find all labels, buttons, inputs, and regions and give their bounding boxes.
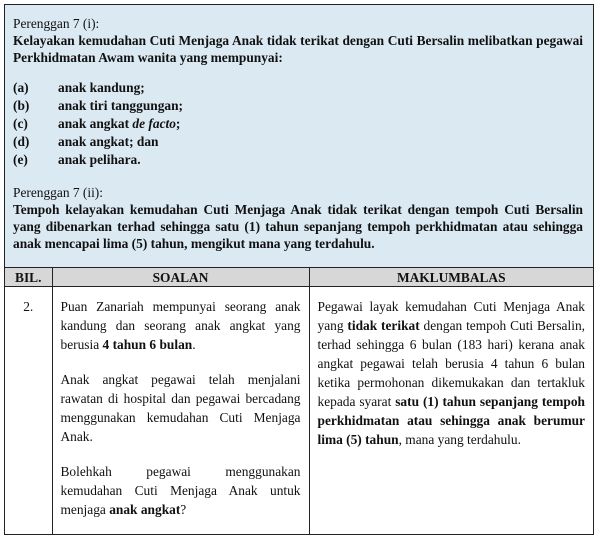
table-row — [5, 287, 593, 536]
para2-text: Tempoh kelayakan kemudahan Cuti Menjaga Anak tidak terikat dengan tempoh Cuti Bersalin yang dibenarkan terhad sehingga satu (1) tahun sepanjang tempoh perkhidmatan atau sehingga anak mencapai lima (5) tahun, mengikut mana yang terdahulu. — [13, 202, 583, 251]
list-item: (e) anak pelihara. — [13, 152, 141, 167]
question-cell — [52, 287, 309, 536]
header-soalan: SOALAN — [52, 268, 309, 287]
answer-text: Pegawai layak kemudahan Cuti Menjaga Anak yang tidak terikat dengan tempoh Cuti Bersalin, terhad sehingga 6 bulan (183 hari) kerana anak angkat pegawai telah berusia 4 tahun 6 bulan ketika permohonan dikemukakan dan tertakluk kepada syarat satu (1) tahun sepanjang tempoh perkhidmatan atau sehingga anak berumur lima (5) tahun, mana yang terdahulu. — [317, 299, 585, 447]
list-item: (a) anak kandung; — [13, 80, 145, 95]
question-para-3: Bolehkah pegawai menggunakan kemudahan Cuti Menjaga Anak untuk menjaga anak angkat? — [60, 464, 301, 517]
list-item: (b) anak tiri tanggungan; — [13, 98, 184, 113]
qa-table — [5, 268, 593, 535]
para2-heading: Perenggan 7 (ii): — [13, 185, 103, 200]
question-para-2: Anak angkat pegawai telah menjalani rawatan di hospital dan pegawai bercadang menggunakan kemudahan Cuti Menjaga Anak. — [60, 372, 301, 444]
header-bil: BIL. — [5, 268, 52, 287]
para1-text: Kelayakan kemudahan Cuti Menjaga Anak tidak terikat dengan Cuti Bersalin melibatkan pegawai Perkhidmatan Awam wanita yang mempunyai: — [13, 33, 583, 65]
para1-heading: Perenggan 7 (i): — [13, 16, 100, 31]
table-header-row — [5, 268, 593, 287]
list-item: (d) anak angkat; dan — [13, 134, 159, 149]
policy-excerpt-box — [5, 5, 593, 268]
eligibility-list — [13, 79, 583, 169]
answer-cell — [309, 287, 593, 536]
row-number: 2. — [5, 287, 52, 536]
header-maklumbalas: MAKLUMBALAS — [309, 268, 593, 287]
document-page — [4, 4, 594, 535]
list-item: (c) anak angkat de facto; — [13, 116, 181, 131]
question-para-1: Puan Zanariah mempunyai seorang anak kandung dan seorang anak angkat yang berusia 4 tahun 6 bulan. — [60, 299, 301, 352]
